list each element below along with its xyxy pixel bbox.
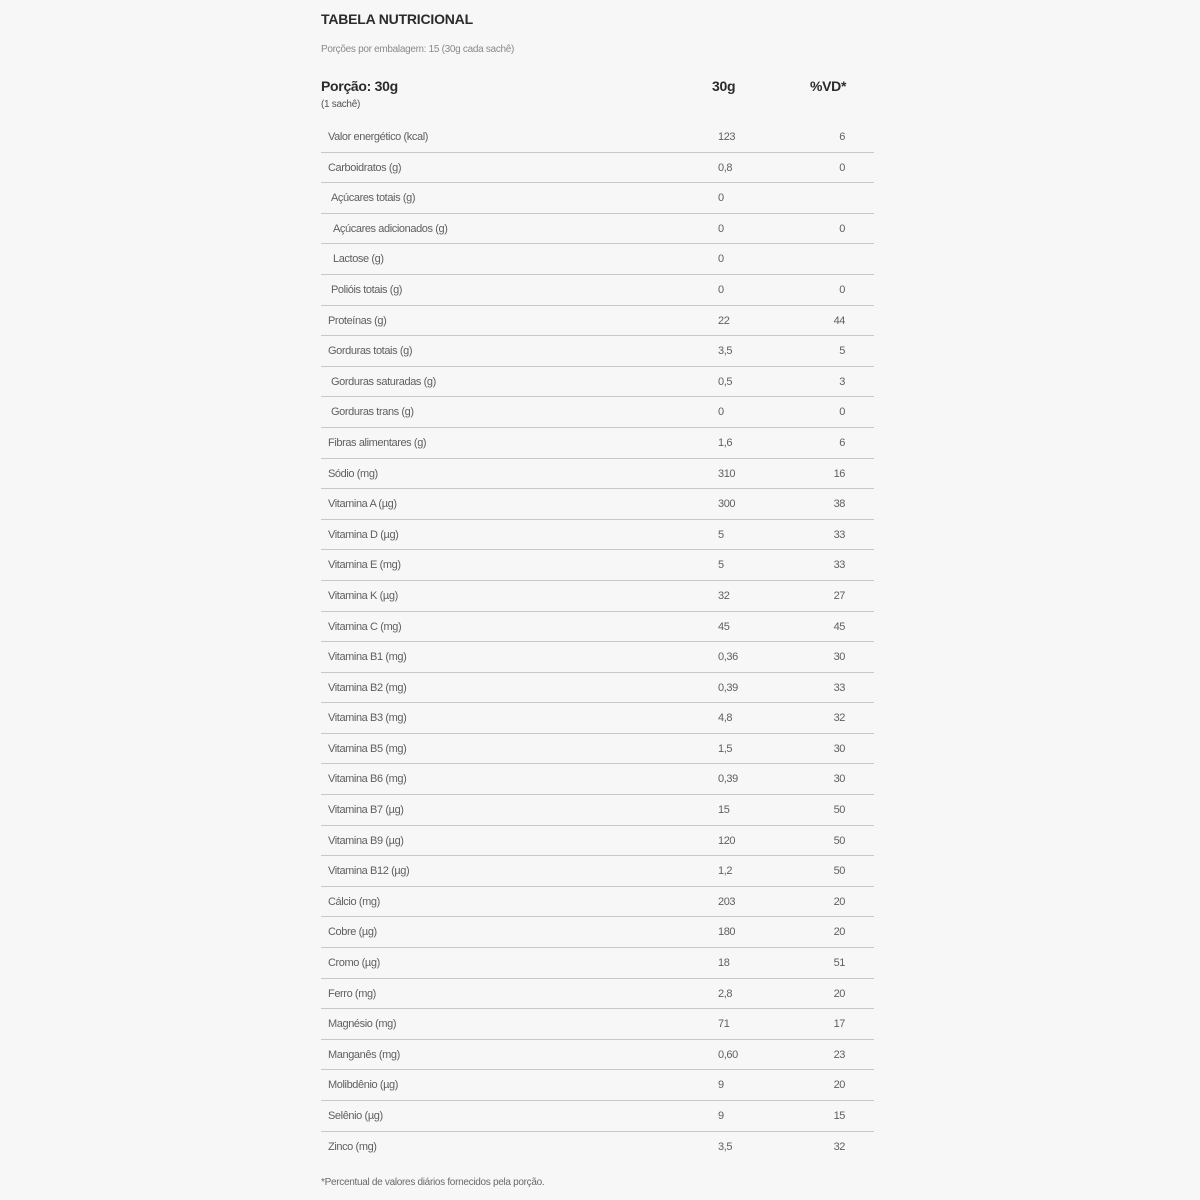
table-row xyxy=(321,917,874,948)
nutrient-daily-value: 15 xyxy=(833,1110,845,1122)
nutrient-amount: 4,8 xyxy=(718,712,733,725)
table-row xyxy=(321,397,874,428)
nutrient-amount: 310 xyxy=(718,467,736,480)
nutrient-amount: 3,5 xyxy=(718,345,733,358)
nutrient-name: Cromo (µg) xyxy=(328,957,380,970)
nutrient-name: Valor energético (kcal) xyxy=(328,131,429,143)
table-row xyxy=(321,214,874,245)
nutrient-name: Gorduras saturadas (g) xyxy=(331,375,436,388)
nutrient-daily-value: 33 xyxy=(833,681,845,694)
nutrient-daily-value: 6 xyxy=(839,131,845,143)
nutrient-amount: 18 xyxy=(718,957,730,970)
table-row xyxy=(321,306,874,337)
nutrient-amount: 1,5 xyxy=(718,742,733,755)
nutrient-amount: 32 xyxy=(718,589,730,602)
nutrient-daily-value: 0 xyxy=(839,283,845,296)
nutrient-name: Molibdênio (µg) xyxy=(328,1079,399,1092)
nutrient-name: Vitamina B12 (µg) xyxy=(328,865,410,878)
nutrient-amount: 5 xyxy=(718,559,724,572)
table-row xyxy=(321,1009,874,1040)
nutrient-name: Vitamina C (mg) xyxy=(328,620,402,633)
nutrient-name: Vitamina B6 (mg) xyxy=(328,773,407,786)
nutrient-amount: 203 xyxy=(718,895,736,908)
nutrient-daily-value: 33 xyxy=(833,528,845,541)
nutrient-name: Vitamina E (mg) xyxy=(328,559,401,572)
table-row xyxy=(321,703,874,734)
table-row xyxy=(321,428,874,459)
table-row xyxy=(321,183,874,214)
table-row xyxy=(321,581,874,612)
nutrient-name: Fibras alimentares (g) xyxy=(328,436,427,449)
nutrient-daily-value: 16 xyxy=(833,467,845,480)
nutrient-amount: 0 xyxy=(718,192,724,205)
nutrient-daily-value: 20 xyxy=(833,895,845,908)
table-row xyxy=(321,1040,874,1071)
nutrient-name: Zinco (mg) xyxy=(328,1140,377,1153)
nutrient-name: Selênio (µg) xyxy=(328,1110,383,1122)
nutrient-daily-value: 50 xyxy=(833,834,845,847)
nutrient-name: Açúcares totais (g) xyxy=(331,192,416,205)
table-row xyxy=(321,887,874,918)
nutrient-daily-value: 51 xyxy=(833,957,845,970)
nutrient-amount: 0 xyxy=(718,283,724,296)
nutrient-amount: 22 xyxy=(718,314,730,327)
nutrient-amount: 0 xyxy=(718,253,724,266)
nutrient-name: Vitamina D (µg) xyxy=(328,528,399,541)
nutrient-amount: 123 xyxy=(718,131,736,143)
table-row xyxy=(321,336,874,367)
portion-sublabel: (1 sachê) xyxy=(321,99,360,110)
nutrient-name: Vitamina K (µg) xyxy=(328,589,398,602)
table-row xyxy=(321,520,874,551)
table-row xyxy=(321,673,874,704)
nutrient-amount: 71 xyxy=(718,1018,730,1031)
column-header-amount: 30g xyxy=(712,78,736,94)
nutrient-name: Gorduras totais (g) xyxy=(328,345,413,358)
nutrient-daily-value: 30 xyxy=(833,651,845,664)
table-row xyxy=(321,1101,874,1132)
table-row xyxy=(321,550,874,581)
nutrient-name: Proteínas (g) xyxy=(328,314,387,327)
nutrient-daily-value: 30 xyxy=(833,742,845,755)
nutrient-daily-value: 33 xyxy=(833,559,845,572)
nutrient-amount: 1,2 xyxy=(718,865,733,878)
nutrient-amount: 5 xyxy=(718,528,724,541)
table-row xyxy=(321,612,874,643)
nutrient-amount: 15 xyxy=(718,804,730,817)
nutrient-daily-value: 32 xyxy=(833,1140,845,1153)
column-header-daily-value: %VD* xyxy=(810,78,847,94)
nutrient-daily-value: 27 xyxy=(833,589,845,602)
nutrient-amount: 0,5 xyxy=(718,375,733,388)
nutrient-amount: 3,5 xyxy=(718,1140,733,1153)
nutrient-amount: 2,8 xyxy=(718,987,733,1000)
table-row xyxy=(321,734,874,765)
nutrient-amount: 0,39 xyxy=(718,681,738,694)
table-row xyxy=(321,489,874,520)
nutrient-daily-value: 32 xyxy=(833,712,845,725)
nutrient-name: Vitamina B2 (mg) xyxy=(328,681,407,694)
nutrient-amount: 0,60 xyxy=(718,1048,738,1061)
table-title: TABELA NUTRICIONAL xyxy=(321,11,473,27)
nutrient-name: Carboidratos (g) xyxy=(328,161,402,174)
nutrient-name: Cobre (µg) xyxy=(328,926,377,939)
nutrient-daily-value: 20 xyxy=(833,926,845,939)
table-row xyxy=(321,122,874,153)
nutrient-daily-value: 45 xyxy=(833,620,845,633)
nutrient-amount: 180 xyxy=(718,926,736,939)
nutrient-name: Vitamina B5 (mg) xyxy=(328,742,407,755)
table-row xyxy=(321,979,874,1010)
table-row xyxy=(321,459,874,490)
nutrient-amount: 300 xyxy=(718,498,736,511)
nutrient-amount: 45 xyxy=(718,620,730,633)
nutrient-daily-value: 50 xyxy=(833,804,845,817)
nutrient-amount: 120 xyxy=(718,834,736,847)
nutrient-name: Ferro (mg) xyxy=(328,987,376,1000)
nutrient-amount: 1,6 xyxy=(718,436,733,449)
nutrient-name: Gorduras trans (g) xyxy=(331,406,414,419)
nutrient-name: Vitamina B9 (µg) xyxy=(328,834,404,847)
nutrient-daily-value: 0 xyxy=(839,161,845,174)
nutrient-name: Vitamina B7 (µg) xyxy=(328,804,404,817)
nutrient-daily-value: 6 xyxy=(839,436,845,449)
nutrient-name: Vitamina B3 (mg) xyxy=(328,712,407,725)
nutrient-name: Lactose (g) xyxy=(333,253,384,266)
nutrient-daily-value: 38 xyxy=(833,498,845,511)
nutrient-table xyxy=(321,122,874,1161)
nutrient-amount: 0 xyxy=(718,406,724,419)
footnote: *Percentual de valores diários fornecidos pela porção. xyxy=(321,1177,545,1188)
nutrient-daily-value: 50 xyxy=(833,865,845,878)
portion-label: Porção: 30g xyxy=(321,78,398,94)
table-row xyxy=(321,275,874,306)
nutrient-daily-value: 20 xyxy=(833,987,845,1000)
nutrient-name: Polióis totais (g) xyxy=(331,283,403,296)
table-row xyxy=(321,795,874,826)
table-row xyxy=(321,642,874,673)
table-row xyxy=(321,764,874,795)
nutrient-amount: 9 xyxy=(718,1110,724,1122)
nutrient-daily-value: 0 xyxy=(839,222,845,235)
nutrient-amount: 0,36 xyxy=(718,651,738,664)
nutrient-amount: 9 xyxy=(718,1079,724,1092)
nutrient-daily-value: 23 xyxy=(833,1048,845,1061)
table-row xyxy=(321,244,874,275)
nutrient-daily-value: 30 xyxy=(833,773,845,786)
nutrient-daily-value: 20 xyxy=(833,1079,845,1092)
nutrient-name: Magnésio (mg) xyxy=(328,1018,397,1031)
table-row xyxy=(321,153,874,184)
nutrient-name: Manganês (mg) xyxy=(328,1048,400,1061)
table-row xyxy=(321,948,874,979)
nutrient-name: Vitamina B1 (mg) xyxy=(328,651,407,664)
servings-per-package: Porções por embalagem: 15 (30g cada sachê) xyxy=(321,44,515,55)
nutrient-name: Açúcares adicionados (g) xyxy=(333,222,448,235)
nutrient-daily-value: 44 xyxy=(833,314,845,327)
nutrient-amount: 0 xyxy=(718,222,724,235)
nutrient-daily-value: 5 xyxy=(839,345,845,358)
table-row xyxy=(321,1132,874,1162)
table-row xyxy=(321,367,874,398)
nutrient-amount: 0,8 xyxy=(718,161,733,174)
nutrient-name: Vitamina A (µg) xyxy=(328,498,397,511)
table-row xyxy=(321,856,874,887)
table-row xyxy=(321,826,874,857)
nutrient-daily-value: 17 xyxy=(833,1018,845,1031)
table-row xyxy=(321,1070,874,1101)
nutrient-daily-value: 0 xyxy=(839,406,845,419)
nutrient-name: Cálcio (mg) xyxy=(328,895,380,908)
nutrient-daily-value: 3 xyxy=(839,375,845,388)
nutrient-amount: 0,39 xyxy=(718,773,738,786)
nutrient-name: Sódio (mg) xyxy=(328,467,378,480)
